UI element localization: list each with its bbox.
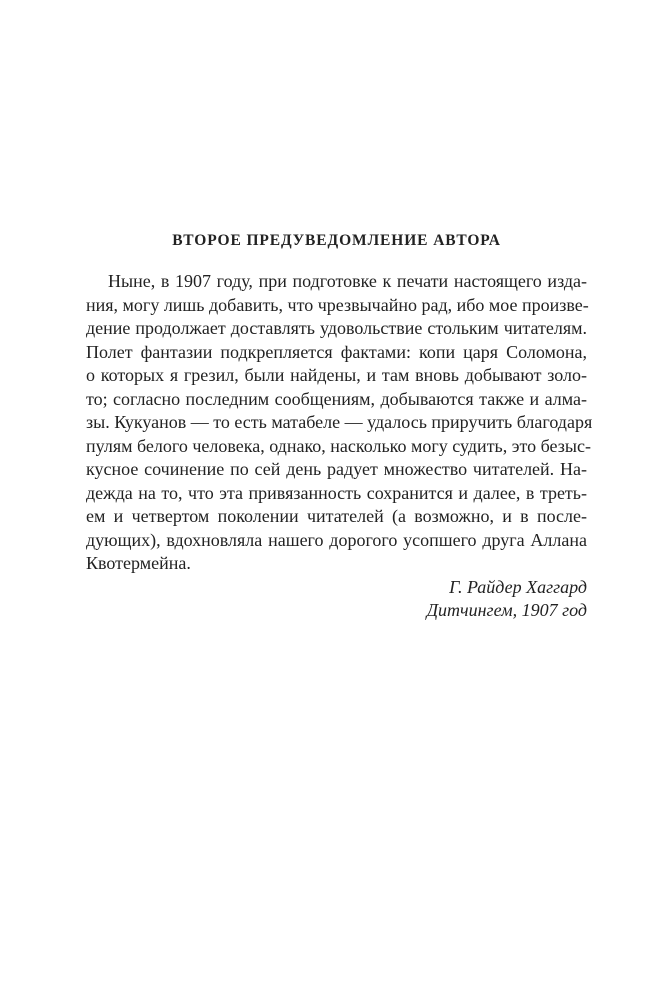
text-line: зы. Кукуанов — то есть матабеле — удалось приручить благодаря	[86, 412, 593, 432]
preface-text	[86, 270, 593, 623]
text-line: пулям белого человека, однако, насколько могу судить, это безыс-	[86, 435, 591, 456]
text-line: дение продолжает доставлять удовольствие стольким читателям.	[86, 318, 587, 338]
text-line: дующих), вдохновляла нашего дорогого усопшего друга Аллана	[86, 529, 587, 550]
text-line: ем и четвертом поколении читателей (а возможно, и в после-	[86, 506, 587, 526]
text-line: Полет фантазии подкрепляется фактами: копи царя Соломона,	[86, 341, 587, 362]
signature-author: Г. Райдер Хаггард	[449, 576, 587, 597]
text-line: ния, могу лишь добавить, что чрезвычайно рад, ибо мое произве-	[86, 294, 589, 315]
text-line: о которых я грезил, были найдены, и там вновь добывают золо-	[86, 365, 587, 385]
section-title: ВТОРОЕ ПРЕДУВЕДОМЛЕНИЕ АВТОРА	[172, 232, 501, 249]
text-line: то; согласно последним сообщениям, добываются также и алма-	[86, 388, 587, 409]
text-line: Квотермейна.	[86, 553, 191, 573]
text-line: кусное сочинение по сей день радует множество читателей. На-	[86, 459, 587, 479]
text-line: Ныне, в 1907 году, при подготовке к печати настоящего изда-	[108, 271, 587, 291]
text-line: дежда на то, что эта привязанность сохранится и далее, в треть-	[86, 482, 587, 503]
signature-place-date: Дитчингем, 1907 год	[426, 600, 587, 620]
